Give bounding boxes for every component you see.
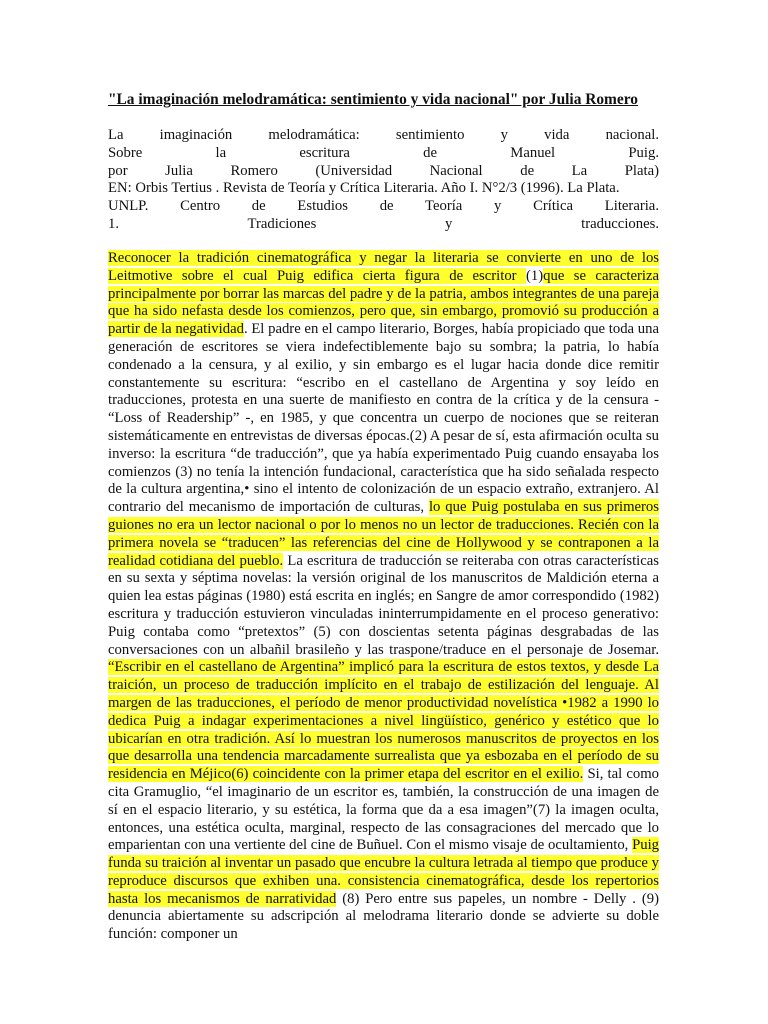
plain-text: (1) <box>526 267 544 284</box>
citation-line: La imaginación melodramática: sentimiento y vida nacional. <box>108 127 659 143</box>
plain-text: . El padre en el campo literario, Borges, había propiciado que toda una generación de escritores se viera indefectiblemente bajo su sombra; la patria, lo había condenado a la censura, y al exilio, y sin embargo es el lugar hacia donde dice remitir constantemente su escritura: “escribo en el castellano de Argentina y soy leído en traducciones, protesta en una suerte de manifiesto en contra de la crítica y de la censura - “Loss of Readership” -, en 1985, y que concentra un cuerpo de nociones que se reiteran sistemáticamente en entrevistas de diversas épocas.(2) A pesar de sí, esta afirmación oculta su inverso: la escritura “de traducción”, que ya había experimentado Puig cuando ensayaba los comienzos (3) no tenía la intención fundacional, característica que ha sido señalada respecto de la cultura argentina,• sino el intento de colonización de un espacio extraño, extranjero. Al contrario del mecanismo de importación de culturas, <box>108 321 659 516</box>
citation-line: EN: Orbis Tertius . Revista de Teoría y Crítica Literaria. Año I. N°2/3 (1996). La Plata. <box>108 180 620 197</box>
plain-text: La escritura de traducción se reiteraba con otras características en su sexta y séptima novelas: la versión original de los manuscritos de Maldición eterna a quien lea estas páginas (1980) está escrita en inglés; en Sangre de amor correspondido (1982) escritura y traducción estuvieron vinculadas ininterrumpidamente en el proceso generativo: Puig contaba como “pretextos” (5) con doscientas setenta páginas desgrabadas de las conversaciones con un albañil brasileño y las traspone/traduce en el personaje de Josemar. <box>108 552 659 658</box>
highlighted-text: Puig funda su traición al inventar un pasado que encubre la cultura letrada al tiempo que produce y reproduce discursos que exhiben una. consistencia cinematográfica, desde los repertorios hasta los mecanismos de narratividad <box>108 837 659 907</box>
plain-text: (8) Pero entre sus papeles, un nombre - Delly . (9) denuncia abiertamente su adscripción al melodrama literario donde se advierte su doble función: componer un <box>108 890 659 943</box>
highlighted-text: Reconocer la tradición cinematográfica y negar la literaria se convierte en uno de los Leitmotive sobre el cual Puig edifica cierta figura de escritor <box>108 250 659 284</box>
highlighted-text: “Escribir en el castellano de Argentina” implicó para la escritura de estos textos, y desde La traición, un proceso de traducción implícito en el trabajo de estilización del lenguaje. Al margen de las traducciones, el período de menor productividad novelística •1982 a 1990 lo dedica Puig a indagar experimentaciones a nivel lingüístico, genérico y estético que lo ubicarían en otra tradición. Así lo muestran los numerosos manuscritos de proyectos en los que desarrolla una tendencia marcadamente surrealista que ya esbozaba en el período de su residencia en Méjico(6) coincidente con la primer etapa del escritor en el exilio. <box>108 659 659 783</box>
section-heading: 1. Tradiciones y traducciones. <box>108 215 659 232</box>
citation-line: UNLP. Centro de Estudios de Teoría y Crítica Literaria. <box>108 198 659 215</box>
plain-text: Si, tal como cita Gramuglio, “el imaginario de un escritor es, también, la construcción de una imagen de sí en el espacio literario, y su estética, la forma que da a esa imagen”(7) la imagen oculta, entonces, una estética oculta, marginal, respecto de las consagraciones del mercado que lo emparientan con una vertiente del cine de Buñuel. Con el mismo visaje de ocultamiento, <box>108 766 660 854</box>
highlighted-text: que se caracteriza principalmente por borrar las marcas del padre y de la patria, ambos integrantes de una pareja que ha sido nefasta desde los comienzos, pero que, sin embargo, promovió su producción a partir de la negatividad <box>108 267 659 338</box>
highlighted-text: lo que Puig postulaba en sus primeros guiones no era un lector nacional o por lo menos no un lector de traducciones. Recién con la primera novela se “traducen” las referencias del cine de Hollywood y se contraponen a la realidad cotidiana del pueblo. <box>108 499 659 569</box>
document-title: "La imaginación melodramática: sentimiento y vida nacional" por Julia Romero <box>108 91 638 108</box>
body-paragraph <box>108 250 659 944</box>
citation-block <box>108 127 659 234</box>
citation-line: Sobre la escritura de Manuel Puig. <box>108 144 659 161</box>
citation-line: por Julia Romero (Universidad Nacional de La Plata) <box>108 162 659 179</box>
